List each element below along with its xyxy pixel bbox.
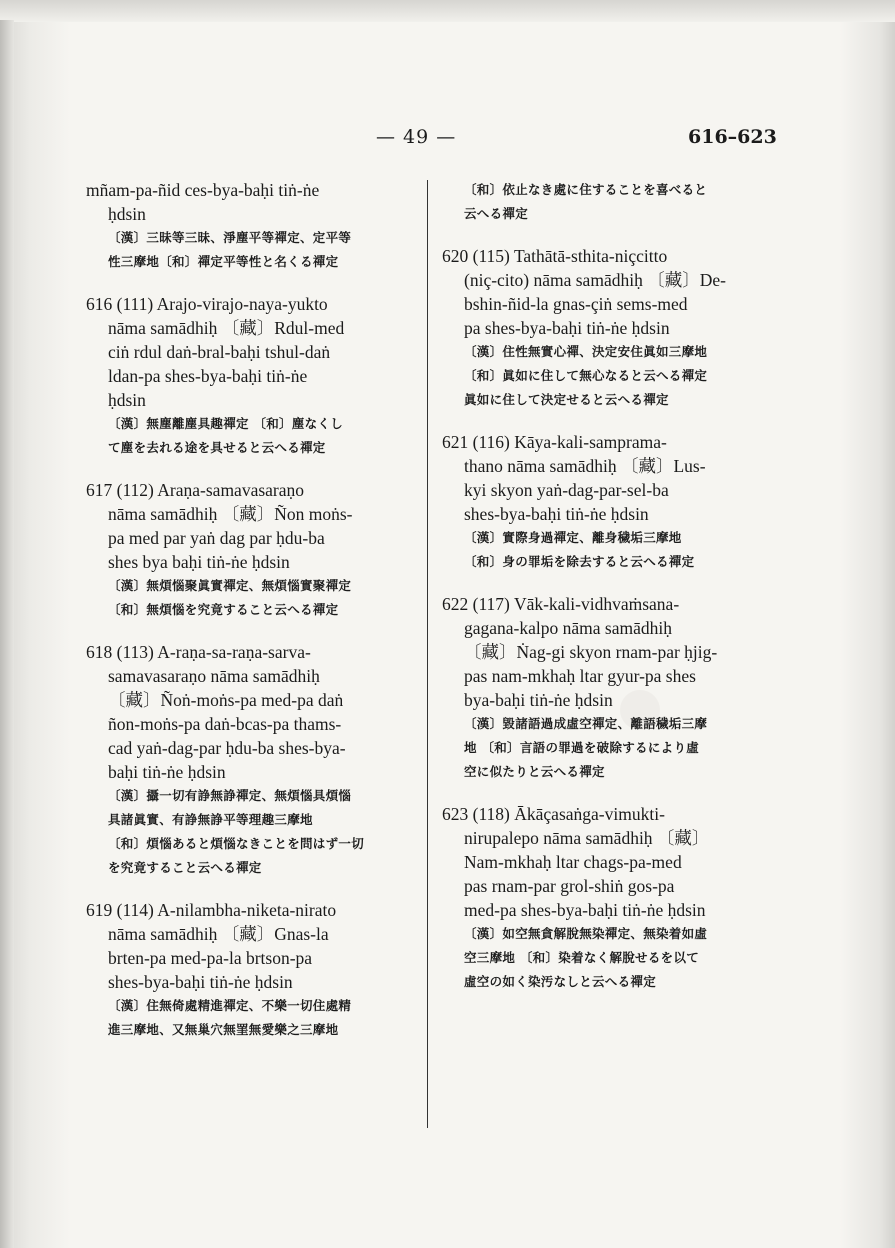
- translation-line: 〔漢〕住無倚處精進禪定、不樂一切住處精: [108, 998, 352, 1013]
- entry-text-line: 〔藏〕Ṅag-gi skyon rnam-par ḥjig-: [464, 642, 718, 662]
- entry-text-line: pas nam-mkhaḥ ltar gyur-pa shes: [464, 666, 696, 686]
- translation-line: 〔漢〕住性無實心禪、決定安住眞如三摩地: [464, 344, 708, 359]
- translation-line: 〔漢〕實際身過禪定、離身穢垢三摩地: [464, 530, 682, 545]
- translation-line: 性三摩地〔和〕禪定平等性と名くる禪定: [108, 254, 339, 269]
- translation-line: 具諸眞實、有諍無諍平等理趣三摩地: [108, 812, 313, 827]
- entry-617: [86, 478, 426, 622]
- entry-text-line: 618 (113) A-raṇa-sa-raṇa-sarva-: [86, 642, 311, 662]
- translation-line: 〔漢〕攝一切有諍無諍禪定、無煩惱具煩惱: [108, 788, 352, 803]
- translation-line: 地 〔和〕言語の罪過を破除するにより虛: [464, 740, 700, 755]
- entry-text-line: bshin-ñid-la gnas-çiṅ sems-med: [464, 294, 688, 314]
- translation-line: 云へる禪定: [464, 206, 529, 221]
- entry-text-line: 620 (115) Tathātā-sthita-niçcitto: [442, 246, 668, 266]
- entry-text-line: pas rnam-par grol-shiṅ gos-pa: [464, 876, 675, 896]
- translation-line: 空に似たりと云へる禪定: [464, 764, 605, 779]
- entry-text-line: 616 (111) Arajo-virajo-naya-yukto: [86, 294, 328, 314]
- translation-line: 進三摩地、又無巢穴無罣無愛樂之三摩地: [108, 1022, 339, 1037]
- entry-text-line: nāma samādhiḥ 〔藏〕Ñon moṅs-: [108, 504, 353, 524]
- translation-line: 〔漢〕如空無貪解脫無染禪定、無染着如虛: [464, 926, 708, 941]
- entry-text-line: cad yaṅ-dag-par ḥdu-ba shes-bya-: [108, 738, 346, 758]
- entry-text-line: ḥdsin: [108, 204, 146, 224]
- right-column: [442, 178, 787, 1012]
- entry-text-line: ñon-moṅs-pa daṅ-bcas-pa thams-: [108, 714, 342, 734]
- entry-text-line: 622 (117) Vāk-kali-vidhvaṁsana-: [442, 594, 680, 614]
- entry-text-line: 621 (116) Kāya-kali-samprama-: [442, 432, 667, 452]
- entry-620: [442, 244, 787, 412]
- page-number: — 49 —: [376, 126, 457, 148]
- scan-top-edge: [0, 0, 895, 22]
- translation-line: 〔漢〕三昧等三昧、淨塵平等禪定、定平等: [108, 230, 352, 245]
- translation-line: 空三摩地 〔和〕染着なく解脫せるを以て: [464, 950, 700, 965]
- entry-range: 616–623: [688, 126, 777, 148]
- entry-text-line: shes bya baḥi tiṅ-ṅe ḥdsin: [108, 552, 290, 572]
- translation-line: を究竟すること云へる禪定: [108, 860, 262, 875]
- entry-text-line: bya-baḥi tiṅ-ṅe ḥdsin: [464, 690, 613, 710]
- entry-618: [86, 640, 426, 880]
- entry-text-line: nāma samādhiḥ 〔藏〕Gnas-la: [108, 924, 329, 944]
- entry-text-line: (niç-cito) nāma samādhiḥ 〔藏〕De-: [464, 270, 726, 290]
- translation-line: 眞如に住して決定せると云へる禪定: [464, 392, 669, 407]
- entry-text-line: pa shes-bya-baḥi tiṅ-ṅe ḥdsin: [464, 318, 670, 338]
- entry-text-line: 617 (112) Araṇa-samavasaraṇo: [86, 480, 305, 500]
- scan-left-edge: [0, 20, 14, 1248]
- entry-text-line: kyi skyon yaṅ-dag-par-sel-ba: [464, 480, 669, 500]
- entry-text-line: 623 (118) Ākāçasaṅga-vimukti-: [442, 804, 665, 824]
- entry-text-line: thano nāma samādhiḥ 〔藏〕Lus-: [464, 456, 706, 476]
- cont-615: [86, 178, 426, 274]
- entry-text-line: 619 (114) A-nilambha-niketa-nirato: [86, 900, 337, 920]
- entry-text-line: samavasaraṇo nāma samādhiḥ: [108, 666, 320, 686]
- translation-line: 虛空の如く染汚なしと云へる禪定: [464, 974, 657, 989]
- entry-text-line: baḥi tiṅ-ṅe ḥdsin: [108, 762, 226, 782]
- translation-line: 〔和〕依止なき處に住することを喜べると: [464, 182, 708, 197]
- entry-text-line: nāma samādhiḥ 〔藏〕Rdul-med: [108, 318, 345, 338]
- entry-619: [86, 898, 426, 1042]
- entry-text-line: med-pa shes-bya-baḥi tiṅ-ṅe ḥdsin: [464, 900, 706, 920]
- entry-text-line: 〔藏〕Ñoṅ-moṅs-pa med-pa daṅ: [108, 690, 344, 710]
- entry-623: [442, 802, 787, 994]
- entry-text-line: ldan-pa shes-bya-baḥi tiṅ-ṅe: [108, 366, 308, 386]
- entry-text-line: brten-pa med-pa-la brtson-pa: [108, 948, 313, 968]
- translation-line: 〔和〕眞如に住して無心なると云へる禪定: [464, 368, 708, 383]
- translation-line: 〔漢〕無塵離塵具趣禪定 〔和〕塵なくし: [108, 416, 344, 431]
- translation-line: て塵を去れる途を具せると云へる禪定: [108, 440, 326, 455]
- left-column: [86, 178, 426, 1060]
- translation-line: 〔漢〕毀諸語過成虛空禪定、離語穢垢三摩: [464, 716, 708, 731]
- entry-616: [86, 292, 426, 460]
- cont-619: [442, 178, 787, 226]
- entry-text-line: shes-bya-baḥi tiṅ-ṅe ḥdsin: [464, 504, 649, 524]
- entry-text-line: ciṅ rdul daṅ-bral-baḥi tshul-daṅ: [108, 342, 331, 362]
- entry-622: [442, 592, 787, 784]
- translation-line: 〔和〕無煩惱を究竟すること云へる禪定: [108, 602, 339, 617]
- entry-text-line: ḥdsin: [108, 390, 146, 410]
- translation-line: 〔漢〕無煩惱聚眞實禪定、無煩惱實聚禪定: [108, 578, 352, 593]
- entry-text-line: mñam-pa-ñid ces-bya-baḥi tiṅ-ṅe: [86, 180, 320, 200]
- running-header: [0, 126, 895, 156]
- entry-text-line: Nam-mkhaḥ ltar chags-pa-med: [464, 852, 682, 872]
- column-divider: [427, 180, 428, 1128]
- entry-621: [442, 430, 787, 574]
- translation-line: 〔和〕身の罪垢を除去すると云へる禪定: [464, 554, 695, 569]
- entry-text-line: nirupalepo nāma samādhiḥ 〔藏〕: [464, 828, 710, 848]
- entry-text-line: gagana-kalpo nāma samādhiḥ: [464, 618, 672, 638]
- entry-text-line: pa med par yaṅ dag par ḥdu-ba: [108, 528, 325, 548]
- translation-line: 〔和〕煩惱あると煩惱なきことを問はず一切: [108, 836, 365, 851]
- entry-text-line: shes-bya-baḥi tiṅ-ṅe ḥdsin: [108, 972, 293, 992]
